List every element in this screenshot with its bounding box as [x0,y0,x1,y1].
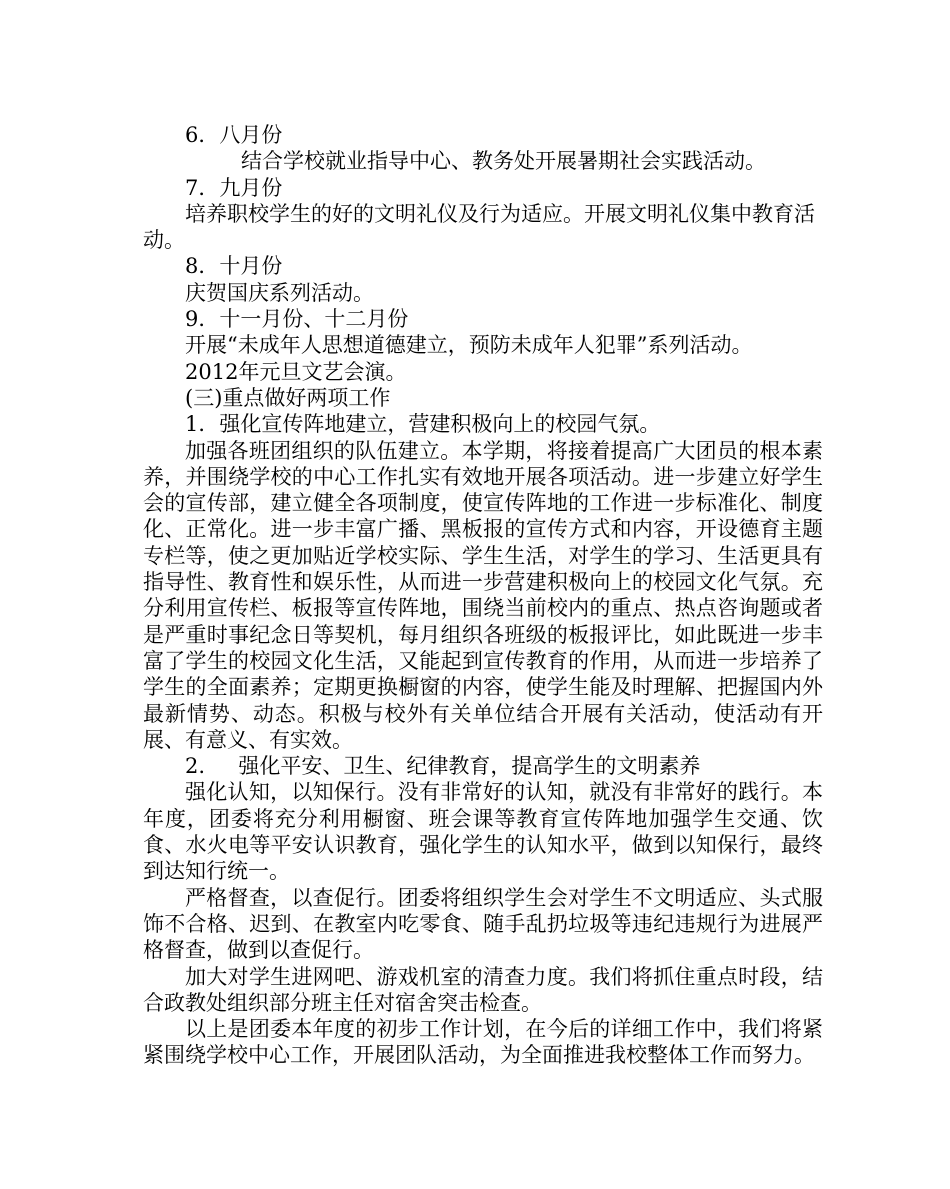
paragraph-october: 庆贺国庆系列活动。 [185,280,374,305]
paragraph-supervision: 严格督查，以查促行。团委将组织学生会对学生不文明适应、头式服饰不合格、迟到、在教室内吃零食、随手乱扔垃圾等违纪违规行为进展严格督查，做到以查促行。 [143,885,823,963]
section-heading-key-work: (三)重点做好两项工作 [185,385,391,410]
paragraph-august: 结合学校就业指导中心、教务处开展暑期社会实践活动。 [241,149,766,174]
section-heading-october: 8．十月份 [185,254,283,279]
paragraph-nov-dec: 开展“未成年人思想道德建立，预防未成年人犯罪”系列活动。 [185,333,753,358]
paragraph-publicity: 加强各班团组织的队伍建立。本学期，将接着提高广大团员的根本素养，并围绕学校的中心工作扎实有效地开展各项活动。进一步建立好学生会的宣传部，建立健全各项制度，使宣传阵地的工作进一步标准化、制度化、正常化。进一步丰富广播、黑板报的宣传方式和内容，开设德育主题专栏等，使之更加贴近学校实际、学生生活，对学生的学习、生活更具有指导性、教育性和娱乐性，从而进一步营建积极向上的校园文化气氛。充分利用宣传栏、板报等宣传阵地，围绕当前校内的重点、热点咨询题或者是严重时事纪念日等契机，每月组织各班级的板报评比，如此既进一步丰富了学生的校园文化生活，又能起到宣传教育的作用，从而进一步培养了学生的全面素养；定期更换橱窗的内容，使学生能及时理解、把握国内外最新情势、动态。积极与校外有关单位结合开展有关活动，使活动有开展、有意义、有实效。 [143,438,823,752]
document-body [143,122,823,1069]
paragraph-september: 培养职校学生的好的文明礼仪及行为适应。开展文明礼仪集中教育活动。 [143,201,815,253]
subheading-safety: 2. 强化平安、卫生、纪律教育，提高学生的文明素养 [185,754,701,779]
paragraph-conclusion: 以上是团委本年度的初步工作计划，在今后的详细工作中，我们将紧紧围绕学校中心工作，开展团队活动，为全面推进我校整体工作而努力。 [143,1017,823,1068]
paragraph-internet-cafe: 加大对学生进网吧、游戏机室的清查力度。我们将抓住重点时段，结合政教处组织部分班主任对宿舍突击检查。 [143,964,823,1015]
subheading-publicity: 1．强化宣传阵地建立，营建积极向上的校园气氛。 [185,412,661,437]
section-heading-nov-dec: 9．十一月份、十二月份 [185,307,409,332]
paragraph-cognition: 强化认知，以知保行。没有非常好的认知，就没有非常好的践行。本年度，团委将充分利用橱窗、班会课等教育宣传阵地加强学生交通、饮食、水火电等平安认识教育，强化学生的认知水平，做到以知保行，最终到达知行统一。 [143,780,823,884]
section-heading-august: 6．八月份 [185,123,283,147]
paragraph-new-year: 2012年元旦文艺会演。 [185,359,407,384]
section-heading-september: 7．九月份 [185,175,283,200]
